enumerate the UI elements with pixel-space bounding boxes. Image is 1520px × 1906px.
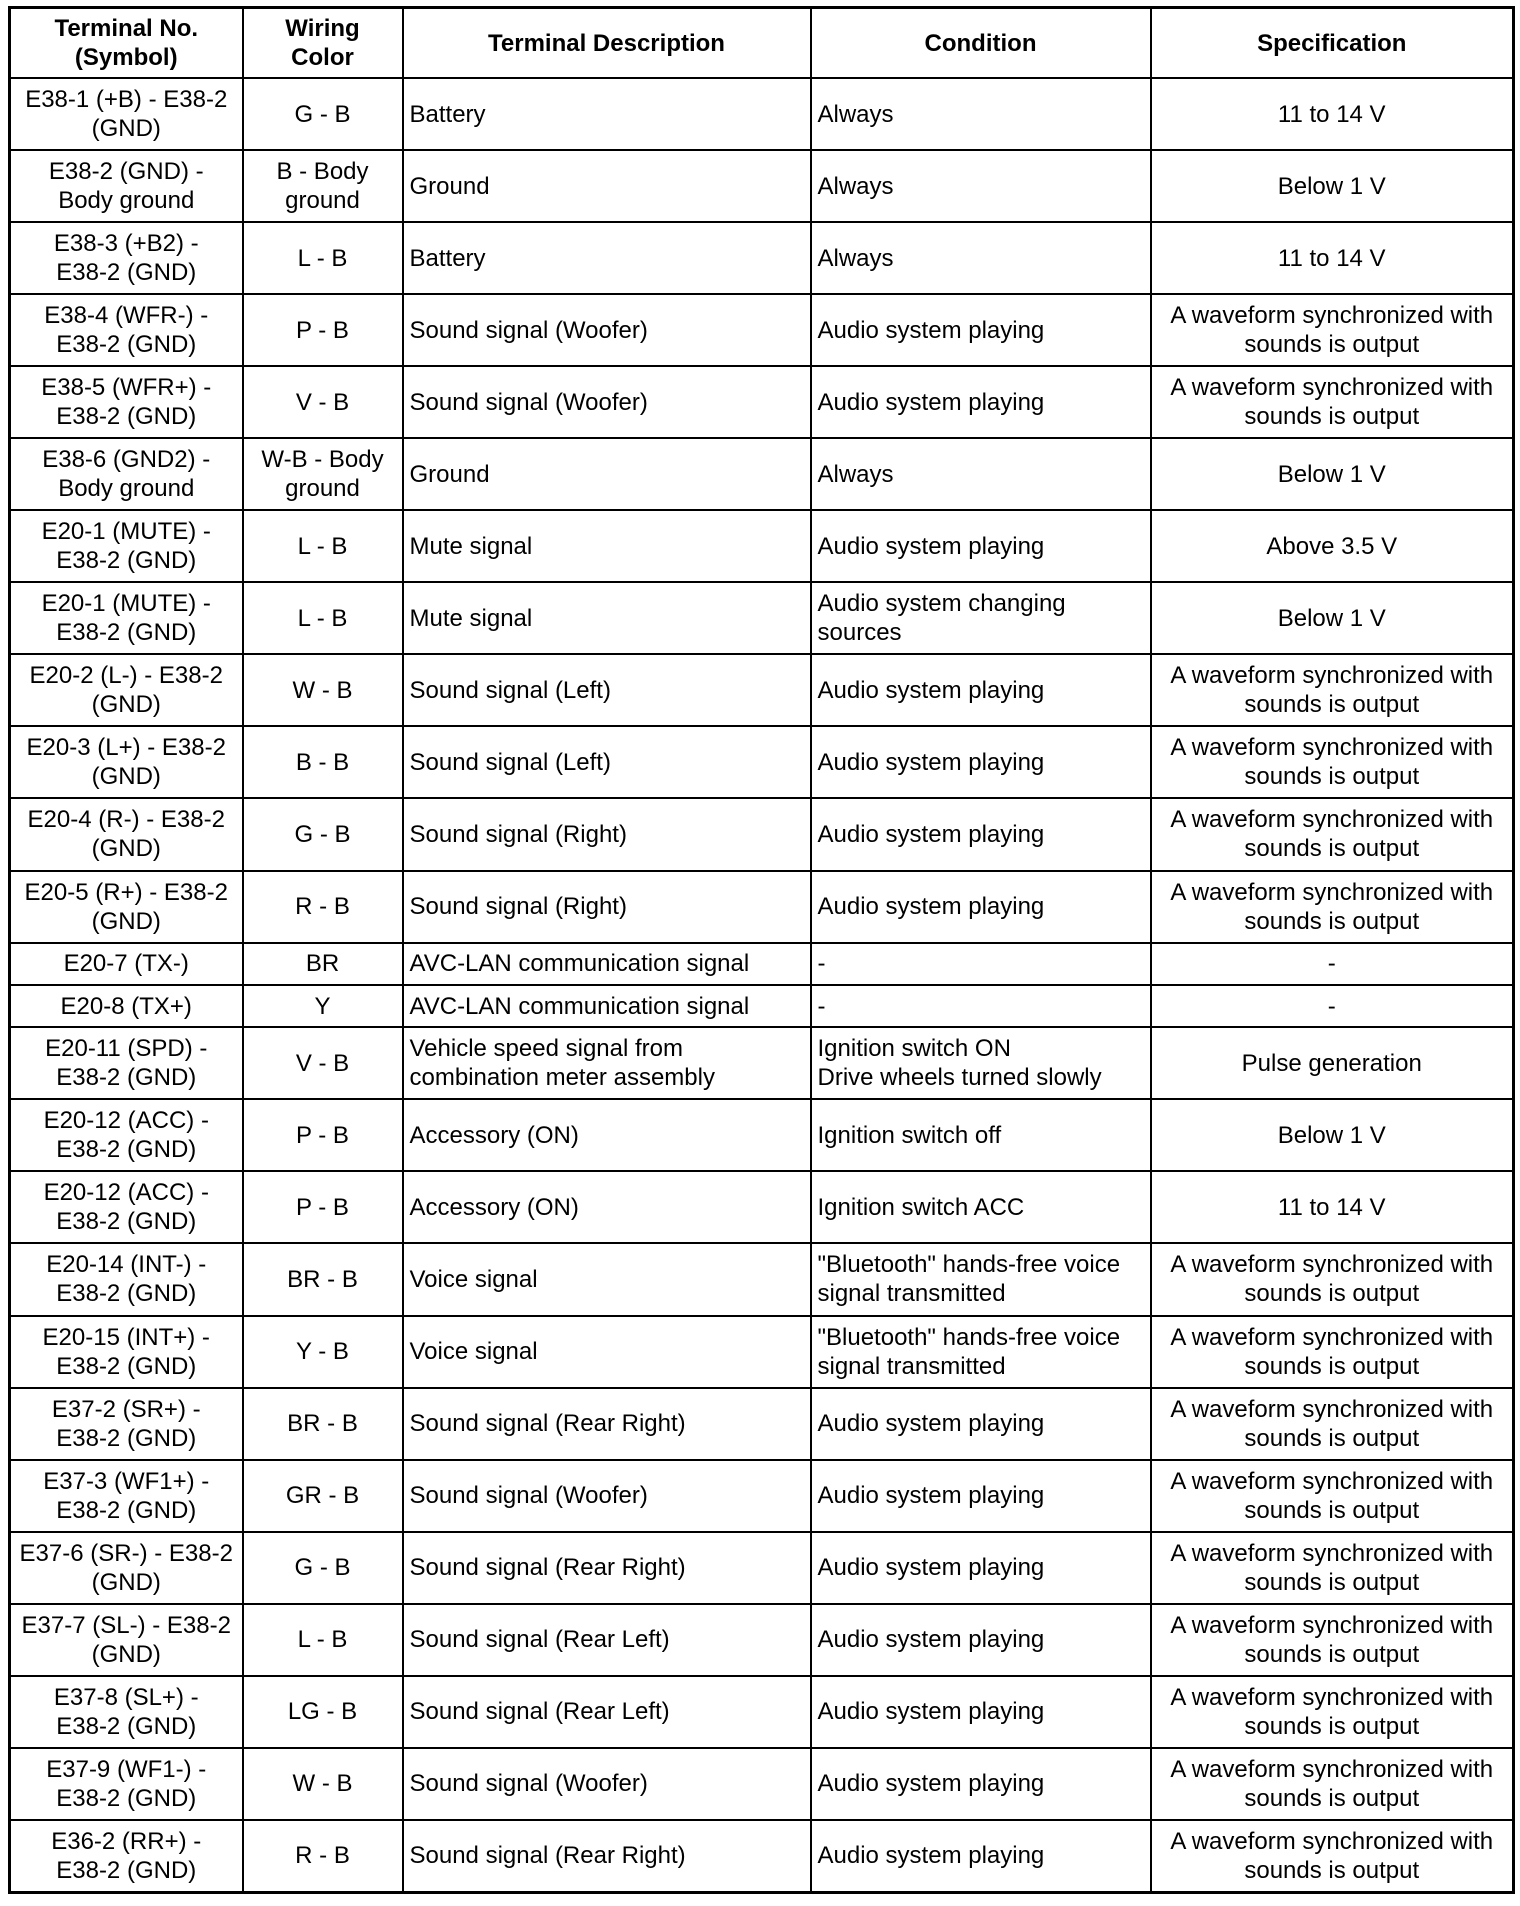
cell-specification: A waveform synchronized with sounds is output: [1151, 294, 1514, 366]
cell-specification: -: [1151, 943, 1514, 985]
cell-condition: Audio system playing: [811, 871, 1151, 943]
cell-terminal: E38-3 (+B2) - E38-2 (GND): [10, 222, 243, 294]
header-terminal: Terminal No. (Symbol): [10, 8, 243, 79]
cell-wiring-color: R - B: [243, 1820, 403, 1893]
cell-wiring-color: BR: [243, 943, 403, 985]
header-specification: Specification: [1151, 8, 1514, 79]
cell-wiring-color: B - Body ground: [243, 150, 403, 222]
table-row: [10, 1027, 1514, 1099]
cell-description: Sound signal (Left): [403, 654, 811, 726]
cell-terminal: E20-12 (ACC) - E38-2 (GND): [10, 1171, 243, 1243]
cell-terminal: E20-5 (R+) - E38-2 (GND): [10, 871, 243, 943]
cell-description: Sound signal (Woofer): [403, 1460, 811, 1532]
cell-terminal: E20-1 (MUTE) - E38-2 (GND): [10, 510, 243, 582]
cell-condition: -: [811, 943, 1151, 985]
cell-description: Accessory (ON): [403, 1171, 811, 1243]
cell-description: Mute signal: [403, 510, 811, 582]
cell-wiring-color: L - B: [243, 1604, 403, 1676]
cell-terminal: E20-14 (INT-) - E38-2 (GND): [10, 1243, 243, 1315]
cell-description: Battery: [403, 78, 811, 150]
cell-description: Sound signal (Rear Right): [403, 1532, 811, 1604]
cell-wiring-color: BR - B: [243, 1388, 403, 1460]
cell-description: Sound signal (Woofer): [403, 294, 811, 366]
cell-condition: Always: [811, 222, 1151, 294]
table-row: [10, 654, 1514, 726]
cell-terminal: E37-8 (SL+) - E38-2 (GND): [10, 1676, 243, 1748]
cell-description: Voice signal: [403, 1316, 811, 1388]
cell-condition: Audio system playing: [811, 798, 1151, 870]
cell-specification: A waveform synchronized with sounds is output: [1151, 726, 1514, 798]
cell-specification: A waveform synchronized with sounds is output: [1151, 1532, 1514, 1604]
table-row: [10, 438, 1514, 510]
table-row: [10, 582, 1514, 654]
table-row: [10, 1676, 1514, 1748]
cell-condition: Audio system playing: [811, 1388, 1151, 1460]
cell-specification: 11 to 14 V: [1151, 1171, 1514, 1243]
cell-description: Sound signal (Woofer): [403, 366, 811, 438]
cell-description: Ground: [403, 150, 811, 222]
cell-wiring-color: LG - B: [243, 1676, 403, 1748]
table-row: [10, 222, 1514, 294]
cell-condition: Audio system playing: [811, 510, 1151, 582]
cell-terminal: E37-7 (SL-) - E38-2 (GND): [10, 1604, 243, 1676]
table-row: [10, 726, 1514, 798]
cell-specification: Below 1 V: [1151, 150, 1514, 222]
cell-specification: A waveform synchronized with sounds is output: [1151, 654, 1514, 726]
cell-wiring-color: W - B: [243, 654, 403, 726]
cell-condition: "Bluetooth" hands-free voice signal transmitted: [811, 1243, 1151, 1315]
cell-terminal: E20-7 (TX-): [10, 943, 243, 985]
cell-terminal: E38-2 (GND) - Body ground: [10, 150, 243, 222]
cell-terminal: E20-12 (ACC) - E38-2 (GND): [10, 1099, 243, 1171]
cell-wiring-color: G - B: [243, 798, 403, 870]
cell-condition: Audio system playing: [811, 366, 1151, 438]
cell-condition: Audio system changing sources: [811, 582, 1151, 654]
cell-specification: A waveform synchronized with sounds is output: [1151, 1316, 1514, 1388]
cell-specification: Below 1 V: [1151, 1099, 1514, 1171]
table-row: [10, 78, 1514, 150]
cell-wiring-color: V - B: [243, 366, 403, 438]
table-row: [10, 1316, 1514, 1388]
table-row: [10, 871, 1514, 943]
cell-terminal: E20-2 (L-) - E38-2 (GND): [10, 654, 243, 726]
cell-condition: Audio system playing: [811, 1460, 1151, 1532]
cell-specification: Pulse generation: [1151, 1027, 1514, 1099]
cell-terminal: E36-2 (RR+) - E38-2 (GND): [10, 1820, 243, 1893]
cell-condition: Audio system playing: [811, 1604, 1151, 1676]
table-row: [10, 1604, 1514, 1676]
cell-description: AVC-LAN communication signal: [403, 985, 811, 1027]
cell-description: Battery: [403, 222, 811, 294]
cell-terminal: E20-3 (L+) - E38-2 (GND): [10, 726, 243, 798]
cell-condition: Audio system playing: [811, 1676, 1151, 1748]
cell-specification: 11 to 14 V: [1151, 222, 1514, 294]
cell-wiring-color: BR - B: [243, 1243, 403, 1315]
cell-condition: Ignition switch off: [811, 1099, 1151, 1171]
cell-wiring-color: Y: [243, 985, 403, 1027]
cell-description: Sound signal (Right): [403, 798, 811, 870]
cell-wiring-color: B - B: [243, 726, 403, 798]
cell-specification: A waveform synchronized with sounds is output: [1151, 871, 1514, 943]
cell-specification: A waveform synchronized with sounds is output: [1151, 1388, 1514, 1460]
cell-description: Ground: [403, 438, 811, 510]
table-row: [10, 1099, 1514, 1171]
header-condition: Condition: [811, 8, 1151, 79]
cell-wiring-color: P - B: [243, 294, 403, 366]
cell-terminal: E38-1 (+B) - E38-2 (GND): [10, 78, 243, 150]
cell-terminal: E20-11 (SPD) - E38-2 (GND): [10, 1027, 243, 1099]
cell-condition: Audio system playing: [811, 726, 1151, 798]
cell-wiring-color: Y - B: [243, 1316, 403, 1388]
header-row: [10, 8, 1514, 79]
cell-description: Sound signal (Rear Left): [403, 1676, 811, 1748]
cell-wiring-color: W-B - Body ground: [243, 438, 403, 510]
table-row: [10, 1748, 1514, 1820]
cell-wiring-color: G - B: [243, 78, 403, 150]
table-header: [10, 8, 1514, 79]
table-row: [10, 294, 1514, 366]
cell-description: Sound signal (Rear Right): [403, 1820, 811, 1893]
table-row: [10, 1243, 1514, 1315]
cell-terminal: E37-9 (WF1-) - E38-2 (GND): [10, 1748, 243, 1820]
cell-terminal: E38-5 (WFR+) - E38-2 (GND): [10, 366, 243, 438]
cell-condition: Audio system playing: [811, 654, 1151, 726]
cell-wiring-color: L - B: [243, 582, 403, 654]
cell-wiring-color: GR - B: [243, 1460, 403, 1532]
cell-terminal: E38-6 (GND2) - Body ground: [10, 438, 243, 510]
cell-terminal: E20-4 (R-) - E38-2 (GND): [10, 798, 243, 870]
cell-specification: Above 3.5 V: [1151, 510, 1514, 582]
cell-terminal: E37-2 (SR+) - E38-2 (GND): [10, 1388, 243, 1460]
cell-description: Sound signal (Right): [403, 871, 811, 943]
table-row: [10, 943, 1514, 985]
cell-condition: Audio system playing: [811, 294, 1151, 366]
cell-condition: Always: [811, 78, 1151, 150]
cell-specification: A waveform synchronized with sounds is output: [1151, 1820, 1514, 1893]
cell-condition: Ignition switch ACC: [811, 1171, 1151, 1243]
cell-description: Sound signal (Left): [403, 726, 811, 798]
cell-wiring-color: L - B: [243, 510, 403, 582]
cell-condition: Ignition switch ON Drive wheels turned slowly: [811, 1027, 1151, 1099]
cell-condition: Audio system playing: [811, 1748, 1151, 1820]
table-row: [10, 798, 1514, 870]
cell-wiring-color: W - B: [243, 1748, 403, 1820]
cell-specification: 11 to 14 V: [1151, 78, 1514, 150]
cell-terminal: E20-15 (INT+) - E38-2 (GND): [10, 1316, 243, 1388]
cell-description: Voice signal: [403, 1243, 811, 1315]
cell-specification: A waveform synchronized with sounds is output: [1151, 366, 1514, 438]
table-row: [10, 366, 1514, 438]
cell-condition: -: [811, 985, 1151, 1027]
table-row: [10, 985, 1514, 1027]
cell-specification: A waveform synchronized with sounds is output: [1151, 1604, 1514, 1676]
cell-condition: Audio system playing: [811, 1532, 1151, 1604]
cell-specification: A waveform synchronized with sounds is output: [1151, 1243, 1514, 1315]
cell-wiring-color: L - B: [243, 222, 403, 294]
table-row: [10, 150, 1514, 222]
cell-description: AVC-LAN communication signal: [403, 943, 811, 985]
cell-description: Vehicle speed signal from combination meter assembly: [403, 1027, 811, 1099]
header-terminal-description: Terminal Description: [403, 8, 811, 79]
cell-description: Accessory (ON): [403, 1099, 811, 1171]
table-row: [10, 1820, 1514, 1893]
cell-wiring-color: P - B: [243, 1171, 403, 1243]
cell-specification: A waveform synchronized with sounds is output: [1151, 1676, 1514, 1748]
table-row: [10, 510, 1514, 582]
cell-wiring-color: P - B: [243, 1099, 403, 1171]
cell-terminal: E37-3 (WF1+) - E38-2 (GND): [10, 1460, 243, 1532]
cell-condition: Always: [811, 438, 1151, 510]
cell-terminal: E37-6 (SR-) - E38-2 (GND): [10, 1532, 243, 1604]
cell-wiring-color: G - B: [243, 1532, 403, 1604]
cell-terminal: E38-4 (WFR-) - E38-2 (GND): [10, 294, 243, 366]
header-wiring-color: Wiring Color: [243, 8, 403, 79]
cell-terminal: E20-1 (MUTE) - E38-2 (GND): [10, 582, 243, 654]
table-body: [10, 78, 1514, 1893]
cell-description: Sound signal (Rear Left): [403, 1604, 811, 1676]
cell-wiring-color: V - B: [243, 1027, 403, 1099]
cell-condition: "Bluetooth" hands-free voice signal transmitted: [811, 1316, 1151, 1388]
cell-terminal: E20-8 (TX+): [10, 985, 243, 1027]
cell-condition: Audio system playing: [811, 1820, 1151, 1893]
cell-condition: Always: [811, 150, 1151, 222]
table-row: [10, 1532, 1514, 1604]
cell-specification: A waveform synchronized with sounds is output: [1151, 798, 1514, 870]
cell-specification: Below 1 V: [1151, 438, 1514, 510]
table-row: [10, 1460, 1514, 1532]
cell-specification: -: [1151, 985, 1514, 1027]
table-row: [10, 1171, 1514, 1243]
terminal-table: [8, 6, 1515, 1894]
cell-specification: Below 1 V: [1151, 582, 1514, 654]
cell-wiring-color: R - B: [243, 871, 403, 943]
cell-description: Sound signal (Woofer): [403, 1748, 811, 1820]
cell-specification: A waveform synchronized with sounds is output: [1151, 1748, 1514, 1820]
table-row: [10, 1388, 1514, 1460]
cell-specification: A waveform synchronized with sounds is output: [1151, 1460, 1514, 1532]
cell-description: Sound signal (Rear Right): [403, 1388, 811, 1460]
cell-description: Mute signal: [403, 582, 811, 654]
